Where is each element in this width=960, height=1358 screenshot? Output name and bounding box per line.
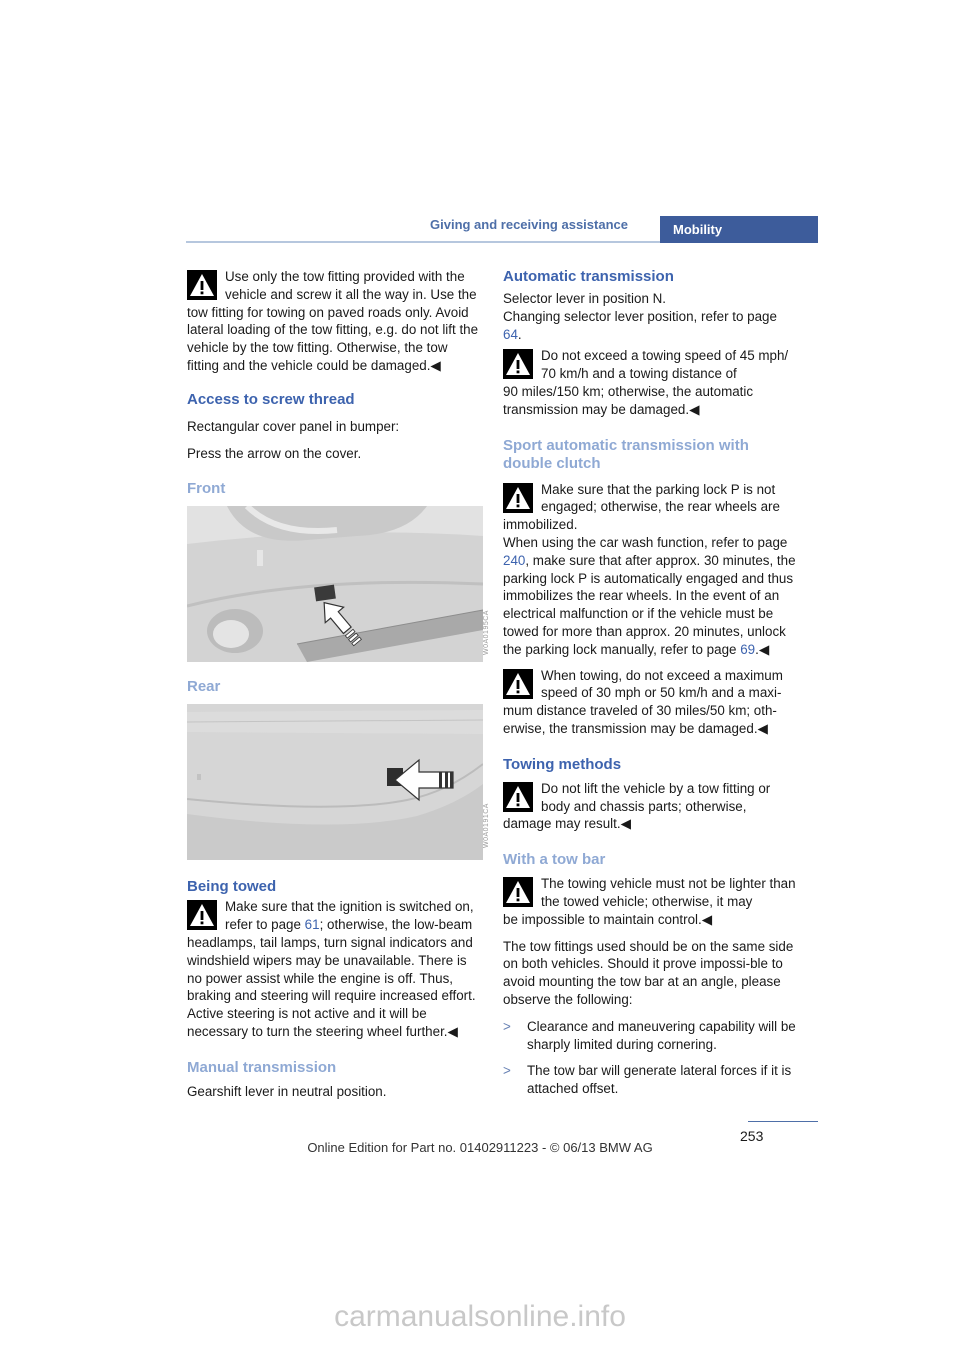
bullet-text: The tow bar will generate lateral forces if it is attached offset. — [527, 1063, 792, 1097]
rear-bumper-illustration — [187, 704, 483, 860]
auto-text-2b: . — [517, 326, 522, 342]
warning-text-d: .◀ — [755, 641, 770, 657]
warning-text-b: When using the car wash function, refer to page — [503, 534, 788, 550]
chapter-tab: Mobility — [660, 216, 818, 243]
heading-front: Front — [187, 480, 226, 498]
page-number: 253 — [740, 1128, 764, 1144]
right-column — [503, 268, 797, 1098]
bullet-marker: > — [503, 1063, 511, 1079]
heading-tow-bar: With a tow bar — [503, 851, 606, 869]
warning-icon — [187, 270, 217, 300]
warning-auto-tow — [503, 347, 797, 418]
front-bumper-illustration — [187, 506, 483, 662]
list-item — [503, 1018, 797, 1054]
warning-icon — [503, 877, 533, 907]
warning-text: mum distance traveled of 30 miles/50 km; oth-erwise, the transmission may be damaged.◀ — [503, 703, 777, 736]
page-link-64[interactable]: 64 — [503, 326, 518, 342]
warning-text: be impossible to maintain control.◀ — [503, 911, 713, 927]
warning-text: headlamps, tail lamps, turn signal indicators and windshield wipers may be unavailable. There is no power assist while the engine is off. Thus, braking and steering will require increased effort. Active steering is not active and it will be necessary to turn the steering wheel further.◀ — [187, 934, 476, 1039]
warning-lead-text: Make sure that the ignition is switched on, refer to page — [225, 899, 474, 933]
front-bumper-image — [187, 506, 483, 662]
manual-text: Gearshift lever in neutral position. — [187, 1083, 387, 1099]
warning-being-towed — [187, 898, 481, 1040]
warning-lead: The towing vehicle must not be lighter than the towed vehicle; otherwise, it may — [541, 876, 796, 909]
warning-lead: Use only the tow fitting provided with the vehicle and screw it all the way in. Use the — [225, 269, 477, 302]
header-rule — [186, 241, 660, 243]
warning-icon — [503, 669, 533, 699]
warning-text: damage may result.◀ — [503, 816, 631, 832]
list-item — [503, 1062, 797, 1098]
warning-max-speed — [503, 667, 797, 738]
section-title: Giving and receiving assistance — [430, 217, 628, 232]
warning-lead: When towing, do not exceed a maximum speed of 30 mph or 50 km/h and a maxi- — [541, 667, 783, 701]
warning-text-a: immobilized. — [503, 517, 578, 533]
warning-tow-lift — [503, 780, 797, 833]
heading-access: Access to screw thread — [187, 390, 355, 408]
warning-parking-lock — [503, 481, 797, 659]
access-text-2: Press the arrow on the cover. — [187, 445, 362, 461]
heading-being-towed: Being towed — [187, 878, 277, 896]
warning-tow-bar — [503, 875, 797, 928]
page-number-rule — [748, 1121, 818, 1122]
tow-bar-text: The tow fittings used should be on the same side on both vehicles. Should it prove impossi-ble to avoid mounting the tow bar at an angle, please observe the following: — [503, 938, 794, 1007]
bullet-text: Clearance and maneuvering capability will be sharply limited during cornering. — [527, 1018, 796, 1052]
auto-text-1: Selector lever in position N. — [503, 291, 666, 306]
footer-text: Online Edition for Part no. 01402911223 - © 06/13 BMW AG — [307, 1140, 653, 1155]
rear-image-code: W0A0191CA — [483, 803, 490, 848]
warning-text: tow fitting for towing on paved roads only. Avoid lateral loading of the tow fitting, e.g. do not lift the vehicle by the tow fitting. Otherwise, the tow fitting and the vehicle could be damaged.◀ — [187, 304, 479, 373]
warning-lead: Do not exceed a towing speed of 45 mph/ 70 km/h and a towing distance of — [541, 348, 789, 382]
front-image-code: W0A0195CA — [483, 610, 490, 655]
heading-towing-methods: Towing methods — [503, 755, 622, 773]
warning-lead-text-end: ; otherwise, the low-beam — [319, 917, 473, 933]
warning-text-c: , make sure that after approx. 30 minutes, the parking lock P is automatically engaged and thus immobilizes the rear wheels. In the event of an electrical malfunction or if the vehicle must be towed for more than approx. 20 minutes, unlock the parking lock manually, refer to page — [503, 552, 796, 657]
heading-rear: Rear — [187, 678, 221, 696]
heading-manual: Manual transmission — [187, 1058, 337, 1076]
warning-lead: Do not lift the vehicle by a tow fitting or body and chassis parts; otherwise, — [541, 780, 771, 814]
warning-icon — [503, 349, 533, 379]
warning-lead — [187, 898, 481, 934]
bullet-marker: > — [503, 1018, 511, 1034]
warning-lead: Make sure that the parking lock P is not engaged; otherwise, the rear wheels are — [541, 481, 780, 515]
auto-text-2 — [503, 308, 797, 344]
page-link-240[interactable]: 240 — [503, 552, 526, 568]
watermark-logo: carmanualsonline.info — [334, 1300, 626, 1333]
warning-icon — [187, 900, 217, 930]
access-text-1: Rectangular cover panel in bumper: — [187, 418, 400, 434]
page-link-61[interactable]: 61 — [304, 917, 320, 933]
auto-text-2a: Changing selector lever position, refer to page — [503, 308, 777, 324]
rear-bumper-image — [187, 704, 483, 860]
page-link-69[interactable]: 69 — [740, 641, 756, 657]
warning-tow-fitting — [187, 268, 481, 375]
warning-icon — [503, 782, 533, 812]
heading-sport-auto: Sport automatic transmission with double clutch — [503, 436, 749, 472]
left-column — [187, 268, 481, 1101]
warning-icon — [503, 483, 533, 513]
heading-automatic: Automatic transmission — [503, 268, 674, 285]
warning-text: 90 miles/150 km; otherwise, the automatic transmission may be damaged.◀ — [503, 383, 754, 417]
